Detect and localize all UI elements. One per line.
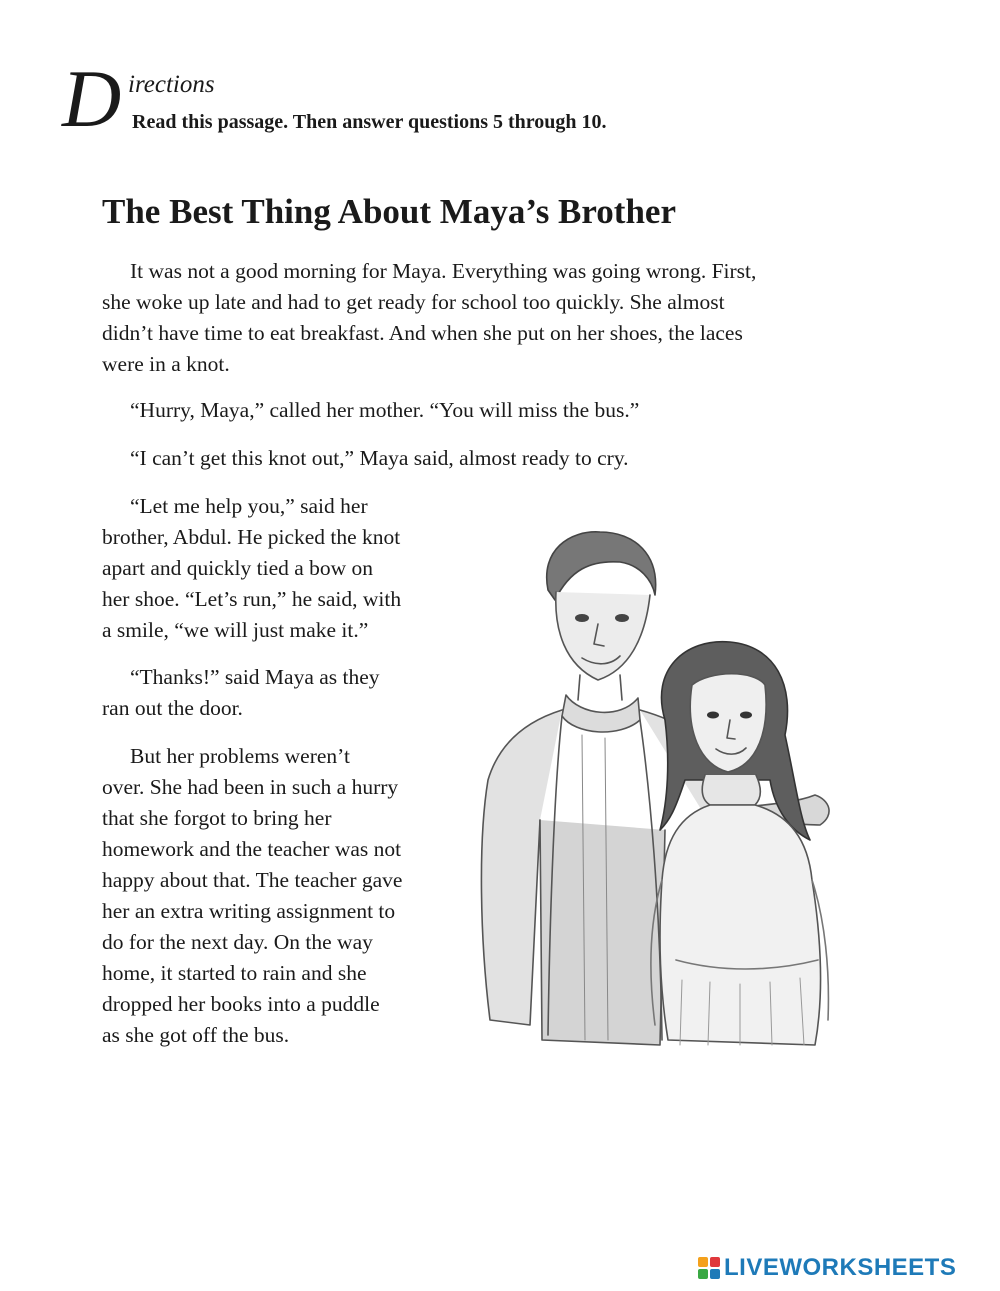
directions-text: Read this passage. Then answer questions 5 through 10. [132,111,607,133]
paragraph-line: ran out the door. [102,696,243,720]
story-paragraph-2 [102,395,639,426]
paragraph-line: that she forgot to bring her [102,806,332,830]
story-paragraph-4 [102,491,401,646]
paragraph-line: home, it started to rain and she [102,961,367,985]
story-paragraph-3 [102,443,629,474]
siblings-illustration [470,520,870,1065]
story-paragraph-6 [102,741,402,1051]
paragraph-line: were in a knot. [102,352,230,376]
paragraph-line: “Hurry, Maya,” called her mother. “You will miss the bus.” [130,398,640,422]
paragraph-line: “Thanks!” said Maya as they [130,665,380,689]
paragraph-line: do for the next day. On the way [102,930,373,954]
paragraph-line: her an extra writing assignment to [102,899,396,923]
paragraph-line: happy about that. The teacher gave [102,868,403,892]
story-paragraph-5 [102,662,380,724]
paragraph-line: apart and quickly tied a bow on [102,556,374,580]
directions-heading: irections [128,71,215,98]
paragraph-line: brother, Abdul. He picked the knot [102,525,401,549]
logo-square [698,1257,708,1267]
paragraph-line: dropped her books into a puddle [102,992,380,1016]
paragraph-line: It was not a good morning for Maya. Everything was going wrong. First, [130,259,757,283]
logo-square [698,1269,708,1279]
logo-square [710,1257,720,1267]
logo-square [710,1269,720,1279]
directions-dropcap: D [62,53,122,144]
paragraph-line: as she got off the bus. [102,1023,290,1047]
liveworksheets-branding [698,1254,956,1282]
paragraph-line: a smile, “we will just make it.” [102,618,369,642]
liveworksheets-logo-icon [698,1257,720,1279]
story-paragraph-1 [102,256,842,380]
liveworksheets-wordmark: LIVEWORKSHEETS [724,1254,957,1281]
paragraph-line: “I can’t get this knot out,” Maya said, almost ready to cry. [130,446,629,470]
paragraph-line: over. She had been in such a hurry [102,775,399,799]
paragraph-line: homework and the teacher was not [102,837,402,861]
paragraph-line: she woke up late and had to get ready for school too quickly. She almost [102,290,725,314]
paragraph-line: “Let me help you,” said her [130,494,368,518]
story-title: The Best Thing About Maya’s Brother [102,192,676,231]
paragraph-line: didn’t have time to eat breakfast. And when she put on her shoes, the laces [102,321,743,345]
paragraph-line: her shoe. “Let’s run,” he said, with [102,587,402,611]
paragraph-line: But her problems weren’t [130,744,350,768]
